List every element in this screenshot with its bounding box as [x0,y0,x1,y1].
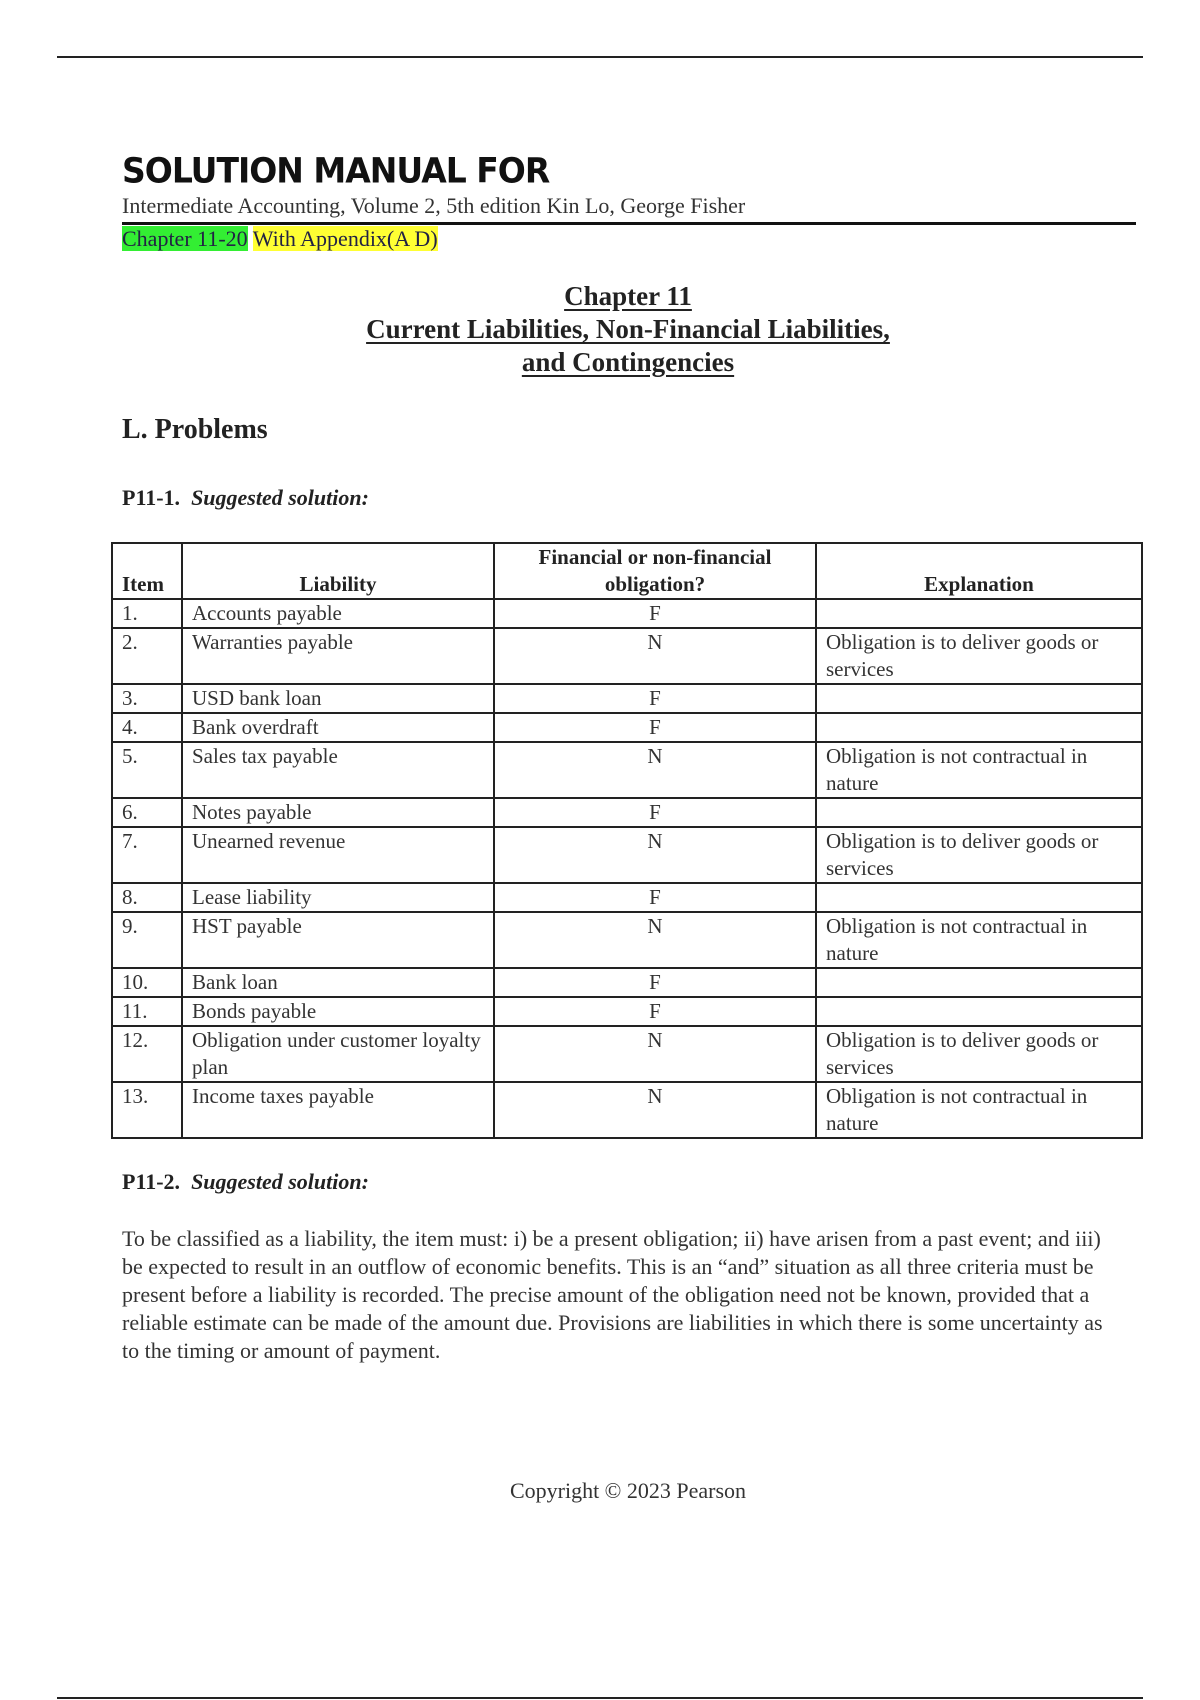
liability-name: Bonds payable [182,997,494,1026]
appendix-highlight: With Appendix(A D) [252,226,438,251]
explanation: Obligation is not contractual in nature [816,1082,1142,1138]
item-number: 11. [112,997,182,1026]
liability-name: Warranties payable [182,628,494,684]
explanation: Obligation is not contractual in nature [816,742,1142,798]
liability-name: Lease liability [182,883,494,912]
table-row [112,628,1142,684]
header-financial-line2: obligation? [604,572,706,596]
item-number: 1. [112,599,182,628]
header-financial [494,543,816,599]
chapter-title-line2: and Contingencies [521,347,735,377]
liability-name: Sales tax payable [182,742,494,798]
table-row [112,742,1142,798]
item-number: 8. [112,883,182,912]
item-number: 7. [112,827,182,883]
obligation-type: N [494,1082,816,1138]
p11-2-label [122,1169,369,1195]
chapter-heading [0,280,1200,379]
p11-1-number: P11-1. [122,485,181,510]
obligation-type: N [494,628,816,684]
item-number: 13. [112,1082,182,1138]
table-row [112,798,1142,827]
table-row [112,827,1142,883]
table-row [112,684,1142,713]
bottom-rule [57,1697,1143,1699]
liability-name: USD bank loan [182,684,494,713]
book-subtitle: Intermediate Accounting, Volume 2, 5th edition Kin Lo, George Fisher [122,193,746,218]
explanation: Obligation is to deliver goods or services [816,1026,1142,1082]
item-number: 3. [112,684,182,713]
p11-1-label [122,485,369,511]
explanation: Obligation is to deliver goods or services [816,827,1142,883]
obligation-type: F [494,883,816,912]
liability-name: Bank overdraft [182,713,494,742]
item-number: 12. [112,1026,182,1082]
obligation-type: F [494,968,816,997]
liability-name: Income taxes payable [182,1082,494,1138]
item-number: 6. [112,798,182,827]
table-row [112,599,1142,628]
liability-name: Unearned revenue [182,827,494,883]
table-row [112,997,1142,1026]
explanation [816,713,1142,742]
item-number: 2. [112,628,182,684]
p11-2-caption: Suggested solution: [191,1169,369,1194]
liability-name: HST payable [182,912,494,968]
explanation [816,968,1142,997]
header-financial-line1: Financial or non-financial [538,545,772,569]
explanation [816,599,1142,628]
obligation-type: N [494,912,816,968]
liability-name: Bank loan [182,968,494,997]
p11-2-number: P11-2. [122,1169,181,1194]
header-item: Item [112,543,182,599]
item-number: 4. [112,713,182,742]
header-explanation: Explanation [816,543,1142,599]
obligation-type: F [494,599,816,628]
explanation [816,798,1142,827]
copyright-notice: Copyright © 2023 Pearson [509,1478,747,1503]
liability-name: Notes payable [182,798,494,827]
obligation-type: F [494,713,816,742]
obligation-type: N [494,827,816,883]
item-number: 5. [112,742,182,798]
obligation-type: N [494,742,816,798]
table-row [112,968,1142,997]
header-liability: Liability [182,543,494,599]
table-header-row [112,543,1142,599]
table-row [112,1026,1142,1082]
chapter-title-line1: Current Liabilities, Non-Financial Liabilities, [366,314,890,344]
title-rule [122,222,1136,225]
explanation [816,997,1142,1026]
liability-name: Accounts payable [182,599,494,628]
explanation [816,883,1142,912]
manual-title: SOLUTION MANUAL FOR [122,150,550,191]
chapters-highlight: Chapter 11-20 [122,226,248,251]
explanation: Obligation is to deliver goods or services [816,628,1142,684]
table-row [112,713,1142,742]
table-row [112,883,1142,912]
p11-1-caption: Suggested solution: [191,485,369,510]
liability-name: Obligation under customer loyalty plan [182,1026,494,1082]
top-rule [57,56,1143,58]
obligation-type: F [494,997,816,1026]
table-row [112,912,1142,968]
obligation-type: F [494,684,816,713]
explanation [816,684,1142,713]
section-heading: L. Problems [122,414,268,445]
explanation: Obligation is not contractual in nature [816,912,1142,968]
item-number: 10. [112,968,182,997]
liabilities-table [111,542,1143,1139]
chapter-number: Chapter 11 [564,281,692,311]
chapter-range [122,226,438,252]
obligation-type: F [494,798,816,827]
table-row [112,1082,1142,1138]
p11-2-answer: To be classified as a liability, the item must: i) be a present obligation; ii) have arisen from a past event; and iii) be expected to result in an outflow of economic benefits. This is an “and” situation as all three criteria must be present before a liability is recorded. The precise amount of the obligation need not be known, provided that a reliable estimate can be made of the amount due. Provisions are liabilities in which there is some uncertainty as to the timing or amount of payment. [122,1226,1103,1363]
item-number: 9. [112,912,182,968]
obligation-type: N [494,1026,816,1082]
